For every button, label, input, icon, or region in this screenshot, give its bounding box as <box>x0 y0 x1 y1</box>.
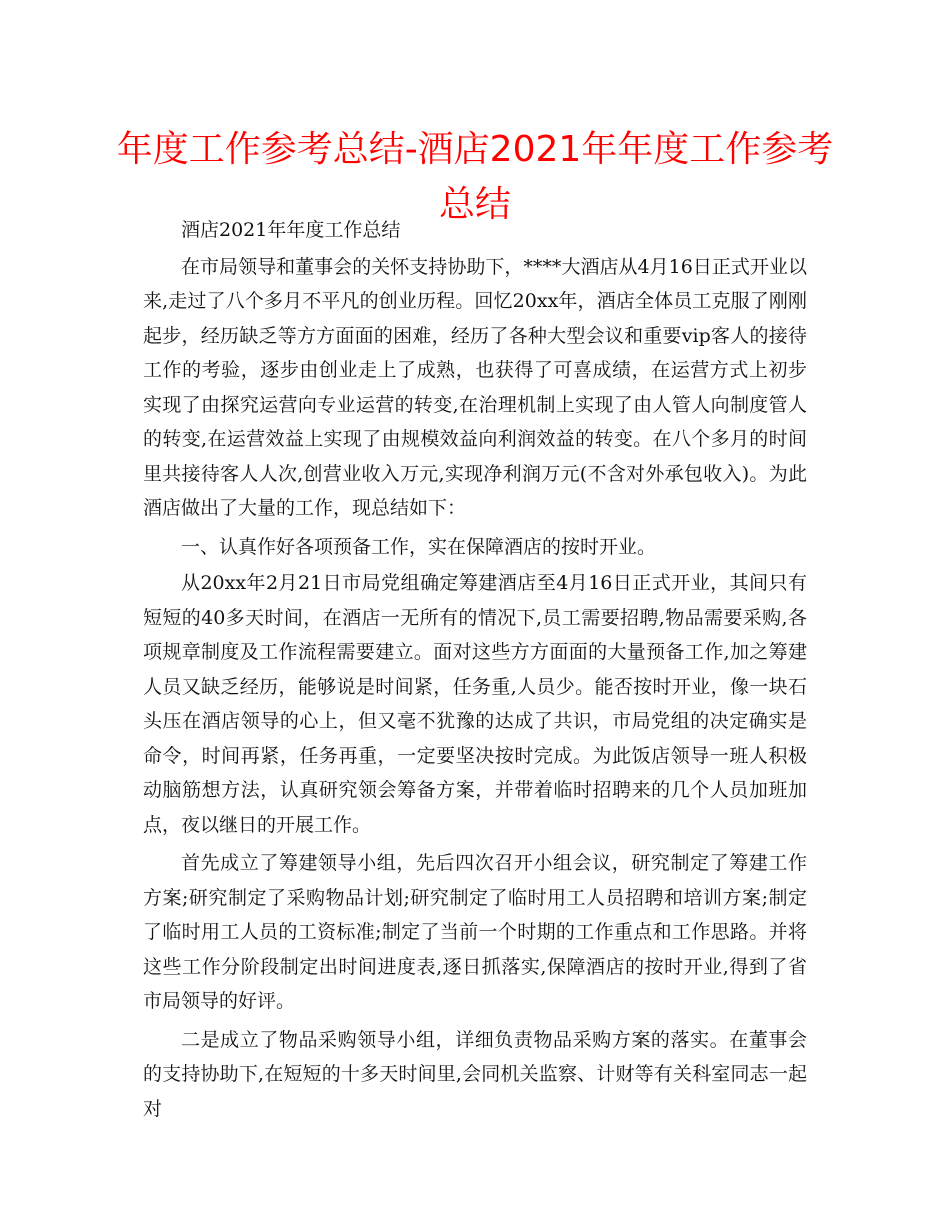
document-body <box>143 213 807 1130</box>
section-heading-1: 一、认真作好各项预备工作，实在保障酒店的按时开业。 <box>181 535 657 558</box>
document-subtitle: 酒店2021年年度工作总结 <box>181 219 401 241</box>
document-title: 年度工作参考总结-酒店2021年年度工作参考总结 <box>116 129 834 225</box>
paragraph-intro: 在市局领导和董事会的关怀支持协助下，****大酒店从4月16日正式开业以来,走过了八个多月不平凡的创业历程。回忆20xx年，酒店全体员工克服了刚刚起步，经历缺乏等方方面面的困难，经历了各种大型会议和重要vip客人的接待工作的考验，逐步由创业走上了成熟，也获得了可喜成绩，在运营方式上初步实现了由探究运营向专业运营的转变,在治理机制上实现了由人管人向制度管人的转变,在运营效益上实现了由规模效益向利润效益的转变。在八个多月的时间里共接待客人人次,创营业收入万元,实现净利润万元(不含对外承包收入)。为此酒店做出了大量的工作，现总结如下： <box>143 255 807 519</box>
paragraph-leadership-group: 首先成立了筹建领导小组，先后四次召开小组会议，研究制定了筹建工作方案;研究制定了采购物品计划;研究制定了临时用工人员招聘和培训方案;制定了临时用工人员的工资标准;制定了当前一个时期的工作重点和工作思路。并将这些工作分阶段制定出时间进度表,逐日抓落实,保障酒店的按时开业,得到了省市局领导的好评。 <box>143 852 807 1012</box>
paragraph-procurement-group: 二是成立了物品采购领导小组，详细负责物品采购方案的落实。在董事会的支持协助下,在短短的十多天时间里,会同机关监察、计财等有关科室同志一起对 <box>143 1028 807 1120</box>
paragraph-preparation: 从20xx年2月21日市局党组确定筹建酒店至4月16日正式开业，其间只有短短的40多天时间，在酒店一无所有的情况下,员工需要招聘,物品需要采购,各项规章制度及工作流程需要建立。面对这些方方面面的大量预备工作,加之筹建人员又缺乏经历，能够说是时间紧，任务重,人员少。能否按时开业，像一块石头压在酒店领导的心上，但又毫不犹豫的达成了共识，市局党组的决定确实是命令，时间再紧，任务再重，一定要坚决按时完成。为此饭店领导一班人积极动脑筋想方法，认真研究领会筹备方案，并带着临时招聘来的几个人员加班加点，夜以继日的开展工作。 <box>143 572 807 836</box>
